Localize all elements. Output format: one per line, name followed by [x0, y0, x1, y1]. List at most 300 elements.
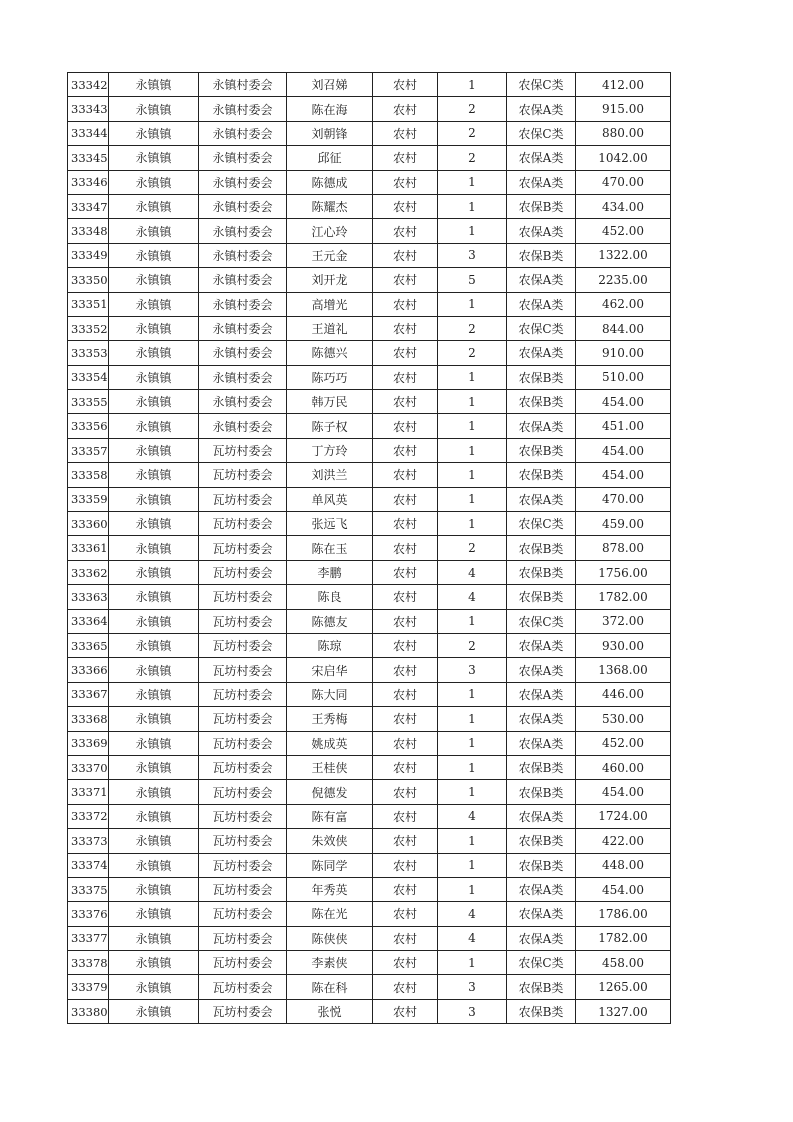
amount-cell: 454.00 — [576, 877, 671, 901]
table-row — [68, 146, 671, 170]
table-row — [68, 219, 671, 243]
amount-cell: 1322.00 — [576, 243, 671, 267]
table-row — [68, 268, 671, 292]
member-count-cell: 1 — [438, 390, 507, 414]
insurance-category-cell: 农保B类 — [507, 463, 576, 487]
household-type-cell: 农村 — [373, 316, 438, 340]
amount-cell: 2235.00 — [576, 268, 671, 292]
insurance-category-cell: 农保A类 — [507, 487, 576, 511]
insurance-category-cell: 农保A类 — [507, 219, 576, 243]
member-count-cell: 1 — [438, 292, 507, 316]
town-cell: 永镇镇 — [109, 877, 199, 901]
village-committee-cell: 永镇村委会 — [199, 292, 287, 316]
town-cell: 永镇镇 — [109, 463, 199, 487]
household-type-cell: 农村 — [373, 560, 438, 584]
person-name-cell: 张悦 — [287, 999, 373, 1023]
insurance-category-cell: 农保A类 — [507, 731, 576, 755]
person-name-cell: 陈侠侠 — [287, 926, 373, 950]
household-type-cell: 农村 — [373, 975, 438, 999]
person-name-cell: 张远飞 — [287, 512, 373, 536]
village-committee-cell: 瓦坊村委会 — [199, 877, 287, 901]
member-count-cell: 1 — [438, 780, 507, 804]
insurance-category-cell: 农保B类 — [507, 780, 576, 804]
town-cell: 永镇镇 — [109, 560, 199, 584]
record-id-cell: 33355 — [68, 390, 109, 414]
record-id-cell: 33372 — [68, 804, 109, 828]
member-count-cell: 1 — [438, 682, 507, 706]
amount-cell: 1782.00 — [576, 585, 671, 609]
insurance-category-cell: 农保A类 — [507, 341, 576, 365]
amount-cell: 1327.00 — [576, 999, 671, 1023]
member-count-cell: 4 — [438, 585, 507, 609]
person-name-cell: 朱效侠 — [287, 829, 373, 853]
member-count-cell: 2 — [438, 316, 507, 340]
household-type-cell: 农村 — [373, 365, 438, 389]
village-committee-cell: 瓦坊村委会 — [199, 829, 287, 853]
record-id-cell: 33356 — [68, 414, 109, 438]
household-type-cell: 农村 — [373, 97, 438, 121]
household-type-cell: 农村 — [373, 731, 438, 755]
insurance-category-cell: 农保A类 — [507, 97, 576, 121]
member-count-cell: 1 — [438, 487, 507, 511]
person-name-cell: 陈耀杰 — [287, 194, 373, 218]
household-type-cell: 农村 — [373, 390, 438, 414]
record-id-cell: 33370 — [68, 755, 109, 779]
household-type-cell: 农村 — [373, 512, 438, 536]
town-cell: 永镇镇 — [109, 829, 199, 853]
town-cell: 永镇镇 — [109, 487, 199, 511]
table-row — [68, 755, 671, 779]
town-cell: 永镇镇 — [109, 365, 199, 389]
member-count-cell: 4 — [438, 926, 507, 950]
amount-cell: 458.00 — [576, 951, 671, 975]
village-committee-cell: 永镇村委会 — [199, 341, 287, 365]
person-name-cell: 陈良 — [287, 585, 373, 609]
village-committee-cell: 瓦坊村委会 — [199, 975, 287, 999]
member-count-cell: 4 — [438, 804, 507, 828]
amount-cell: 530.00 — [576, 707, 671, 731]
record-id-cell: 33346 — [68, 170, 109, 194]
village-committee-cell: 瓦坊村委会 — [199, 487, 287, 511]
member-count-cell: 2 — [438, 97, 507, 121]
town-cell: 永镇镇 — [109, 853, 199, 877]
household-type-cell: 农村 — [373, 926, 438, 950]
village-committee-cell: 瓦坊村委会 — [199, 780, 287, 804]
amount-cell: 1786.00 — [576, 902, 671, 926]
table-row — [68, 829, 671, 853]
person-name-cell: 刘开龙 — [287, 268, 373, 292]
town-cell: 永镇镇 — [109, 682, 199, 706]
person-name-cell: 宋启华 — [287, 658, 373, 682]
member-count-cell: 4 — [438, 902, 507, 926]
village-committee-cell: 瓦坊村委会 — [199, 536, 287, 560]
village-committee-cell: 永镇村委会 — [199, 268, 287, 292]
village-committee-cell: 永镇村委会 — [199, 365, 287, 389]
person-name-cell: 李鹏 — [287, 560, 373, 584]
insurance-category-cell: 农保B类 — [507, 999, 576, 1023]
member-count-cell: 1 — [438, 365, 507, 389]
table-row — [68, 560, 671, 584]
amount-cell: 1265.00 — [576, 975, 671, 999]
household-type-cell: 农村 — [373, 877, 438, 901]
amount-cell: 510.00 — [576, 365, 671, 389]
household-type-cell: 农村 — [373, 438, 438, 462]
household-type-cell: 农村 — [373, 804, 438, 828]
member-count-cell: 2 — [438, 341, 507, 365]
town-cell: 永镇镇 — [109, 194, 199, 218]
person-name-cell: 陈德成 — [287, 170, 373, 194]
record-id-cell: 33354 — [68, 365, 109, 389]
person-name-cell: 单风英 — [287, 487, 373, 511]
record-id-cell: 33367 — [68, 682, 109, 706]
household-type-cell: 农村 — [373, 463, 438, 487]
village-committee-cell: 瓦坊村委会 — [199, 999, 287, 1023]
amount-cell: 1042.00 — [576, 146, 671, 170]
village-committee-cell: 瓦坊村委会 — [199, 438, 287, 462]
town-cell: 永镇镇 — [109, 341, 199, 365]
member-count-cell: 3 — [438, 999, 507, 1023]
member-count-cell: 5 — [438, 268, 507, 292]
insurance-category-cell: 农保B类 — [507, 853, 576, 877]
record-id-cell: 33352 — [68, 316, 109, 340]
village-committee-cell: 永镇村委会 — [199, 316, 287, 340]
village-committee-cell: 永镇村委会 — [199, 73, 287, 97]
town-cell: 永镇镇 — [109, 902, 199, 926]
insurance-category-cell: 农保A类 — [507, 682, 576, 706]
village-committee-cell: 瓦坊村委会 — [199, 682, 287, 706]
household-type-cell: 农村 — [373, 951, 438, 975]
town-cell: 永镇镇 — [109, 780, 199, 804]
member-count-cell: 1 — [438, 73, 507, 97]
table-row — [68, 658, 671, 682]
person-name-cell: 王桂侠 — [287, 755, 373, 779]
town-cell: 永镇镇 — [109, 219, 199, 243]
record-id-cell: 33351 — [68, 292, 109, 316]
record-id-cell: 33342 — [68, 73, 109, 97]
town-cell: 永镇镇 — [109, 121, 199, 145]
town-cell: 永镇镇 — [109, 951, 199, 975]
member-count-cell: 4 — [438, 560, 507, 584]
person-name-cell: 陈德兴 — [287, 341, 373, 365]
household-type-cell: 农村 — [373, 414, 438, 438]
insurance-category-cell: 农保A类 — [507, 902, 576, 926]
amount-cell: 910.00 — [576, 341, 671, 365]
village-committee-cell: 永镇村委会 — [199, 219, 287, 243]
insurance-category-cell: 农保B类 — [507, 536, 576, 560]
insurance-category-cell: 农保A类 — [507, 414, 576, 438]
person-name-cell: 陈德友 — [287, 609, 373, 633]
person-name-cell: 王秀梅 — [287, 707, 373, 731]
village-committee-cell: 瓦坊村委会 — [199, 755, 287, 779]
member-count-cell: 2 — [438, 121, 507, 145]
amount-cell: 459.00 — [576, 512, 671, 536]
household-type-cell: 农村 — [373, 292, 438, 316]
village-committee-cell: 瓦坊村委会 — [199, 902, 287, 926]
member-count-cell: 3 — [438, 975, 507, 999]
member-count-cell: 1 — [438, 438, 507, 462]
amount-cell: 470.00 — [576, 170, 671, 194]
town-cell: 永镇镇 — [109, 438, 199, 462]
person-name-cell: 刘朝锋 — [287, 121, 373, 145]
amount-cell: 880.00 — [576, 121, 671, 145]
insurance-category-cell: 农保B类 — [507, 390, 576, 414]
member-count-cell: 1 — [438, 512, 507, 536]
person-name-cell: 陈在海 — [287, 97, 373, 121]
person-name-cell: 陈在科 — [287, 975, 373, 999]
town-cell: 永镇镇 — [109, 585, 199, 609]
insurance-category-cell: 农保B类 — [507, 438, 576, 462]
household-type-cell: 农村 — [373, 853, 438, 877]
table-row — [68, 390, 671, 414]
record-id-cell: 33353 — [68, 341, 109, 365]
insurance-category-cell: 农保C类 — [507, 951, 576, 975]
town-cell: 永镇镇 — [109, 633, 199, 657]
amount-cell: 470.00 — [576, 487, 671, 511]
person-name-cell: 韩万民 — [287, 390, 373, 414]
town-cell: 永镇镇 — [109, 73, 199, 97]
person-name-cell: 高增光 — [287, 292, 373, 316]
member-count-cell: 3 — [438, 243, 507, 267]
record-id-cell: 33379 — [68, 975, 109, 999]
amount-cell: 452.00 — [576, 219, 671, 243]
village-committee-cell: 永镇村委会 — [199, 414, 287, 438]
record-id-cell: 33344 — [68, 121, 109, 145]
amount-cell: 446.00 — [576, 682, 671, 706]
village-committee-cell: 瓦坊村委会 — [199, 658, 287, 682]
amount-cell: 454.00 — [576, 438, 671, 462]
town-cell: 永镇镇 — [109, 414, 199, 438]
town-cell: 永镇镇 — [109, 390, 199, 414]
member-count-cell: 1 — [438, 731, 507, 755]
village-committee-cell: 永镇村委会 — [199, 194, 287, 218]
record-id-cell: 33371 — [68, 780, 109, 804]
member-count-cell: 1 — [438, 194, 507, 218]
record-id-cell: 33347 — [68, 194, 109, 218]
record-id-cell: 33364 — [68, 609, 109, 633]
insurance-category-cell: 农保A类 — [507, 146, 576, 170]
person-name-cell: 刘召娣 — [287, 73, 373, 97]
amount-cell: 454.00 — [576, 463, 671, 487]
record-id-cell: 33343 — [68, 97, 109, 121]
insurance-category-cell: 农保B类 — [507, 975, 576, 999]
village-committee-cell: 瓦坊村委会 — [199, 951, 287, 975]
table-row — [68, 487, 671, 511]
member-count-cell: 2 — [438, 633, 507, 657]
person-name-cell: 王元金 — [287, 243, 373, 267]
person-name-cell: 陈在光 — [287, 902, 373, 926]
record-id-cell: 33375 — [68, 877, 109, 901]
record-id-cell: 33368 — [68, 707, 109, 731]
household-type-cell: 农村 — [373, 658, 438, 682]
household-type-cell: 农村 — [373, 487, 438, 511]
village-committee-cell: 瓦坊村委会 — [199, 926, 287, 950]
village-committee-cell: 永镇村委会 — [199, 97, 287, 121]
person-name-cell: 倪德发 — [287, 780, 373, 804]
amount-cell: 454.00 — [576, 780, 671, 804]
amount-cell: 1756.00 — [576, 560, 671, 584]
town-cell: 永镇镇 — [109, 658, 199, 682]
table-row — [68, 999, 671, 1023]
household-type-cell: 农村 — [373, 219, 438, 243]
amount-cell: 412.00 — [576, 73, 671, 97]
table-row — [68, 780, 671, 804]
insurance-category-cell: 农保B类 — [507, 585, 576, 609]
insurance-category-cell: 农保C类 — [507, 316, 576, 340]
table-row — [68, 73, 671, 97]
household-type-cell: 农村 — [373, 268, 438, 292]
table-row — [68, 633, 671, 657]
town-cell: 永镇镇 — [109, 146, 199, 170]
table-row — [68, 536, 671, 560]
member-count-cell: 1 — [438, 951, 507, 975]
table-row — [68, 512, 671, 536]
table-body — [68, 73, 671, 1024]
person-name-cell: 陈子权 — [287, 414, 373, 438]
village-committee-cell: 永镇村委会 — [199, 390, 287, 414]
record-id-cell: 33345 — [68, 146, 109, 170]
table-row — [68, 877, 671, 901]
person-name-cell: 年秀英 — [287, 877, 373, 901]
insurance-category-cell: 农保A类 — [507, 877, 576, 901]
record-id-cell: 33366 — [68, 658, 109, 682]
table-row — [68, 951, 671, 975]
person-name-cell: 李素侠 — [287, 951, 373, 975]
record-id-cell: 33376 — [68, 902, 109, 926]
town-cell: 永镇镇 — [109, 316, 199, 340]
village-committee-cell: 瓦坊村委会 — [199, 512, 287, 536]
person-name-cell: 陈巧巧 — [287, 365, 373, 389]
insurance-category-cell: 农保C类 — [507, 512, 576, 536]
amount-cell: 844.00 — [576, 316, 671, 340]
household-type-cell: 农村 — [373, 146, 438, 170]
table-row — [68, 170, 671, 194]
amount-cell: 1724.00 — [576, 804, 671, 828]
member-count-cell: 1 — [438, 829, 507, 853]
household-type-cell: 农村 — [373, 243, 438, 267]
member-count-cell: 1 — [438, 755, 507, 779]
record-id-cell: 33377 — [68, 926, 109, 950]
table-row — [68, 682, 671, 706]
village-committee-cell: 瓦坊村委会 — [199, 463, 287, 487]
record-id-cell: 33358 — [68, 463, 109, 487]
household-type-cell: 农村 — [373, 902, 438, 926]
town-cell: 永镇镇 — [109, 975, 199, 999]
person-name-cell: 姚成英 — [287, 731, 373, 755]
table-row — [68, 438, 671, 462]
village-committee-cell: 永镇村委会 — [199, 146, 287, 170]
village-committee-cell: 瓦坊村委会 — [199, 560, 287, 584]
record-id-cell: 33363 — [68, 585, 109, 609]
member-count-cell: 1 — [438, 463, 507, 487]
insurance-category-cell: 农保C类 — [507, 73, 576, 97]
insurance-category-cell: 农保A类 — [507, 633, 576, 657]
member-count-cell: 1 — [438, 414, 507, 438]
household-type-cell: 农村 — [373, 121, 438, 145]
village-committee-cell: 永镇村委会 — [199, 170, 287, 194]
household-type-cell: 农村 — [373, 585, 438, 609]
insurance-category-cell: 农保B类 — [507, 243, 576, 267]
table-row — [68, 804, 671, 828]
table-row — [68, 902, 671, 926]
table-row — [68, 707, 671, 731]
town-cell: 永镇镇 — [109, 804, 199, 828]
insurance-category-cell: 农保A类 — [507, 292, 576, 316]
household-type-cell: 农村 — [373, 999, 438, 1023]
record-id-cell: 33360 — [68, 512, 109, 536]
household-type-cell: 农村 — [373, 829, 438, 853]
record-id-cell: 33374 — [68, 853, 109, 877]
record-id-cell: 33373 — [68, 829, 109, 853]
household-type-cell: 农村 — [373, 755, 438, 779]
insurance-category-cell: 农保B类 — [507, 194, 576, 218]
amount-cell: 915.00 — [576, 97, 671, 121]
village-committee-cell: 瓦坊村委会 — [199, 731, 287, 755]
household-type-cell: 农村 — [373, 609, 438, 633]
record-id-cell: 33348 — [68, 219, 109, 243]
records-table — [67, 72, 671, 1024]
table-row — [68, 365, 671, 389]
person-name-cell: 王道礼 — [287, 316, 373, 340]
record-id-cell: 33362 — [68, 560, 109, 584]
town-cell: 永镇镇 — [109, 999, 199, 1023]
household-type-cell: 农村 — [373, 707, 438, 731]
village-committee-cell: 瓦坊村委会 — [199, 585, 287, 609]
town-cell: 永镇镇 — [109, 731, 199, 755]
record-id-cell: 33357 — [68, 438, 109, 462]
table-row — [68, 292, 671, 316]
insurance-category-cell: 农保A类 — [507, 658, 576, 682]
amount-cell: 878.00 — [576, 536, 671, 560]
table-row — [68, 194, 671, 218]
town-cell: 永镇镇 — [109, 609, 199, 633]
person-name-cell: 陈有富 — [287, 804, 373, 828]
person-name-cell: 刘洪兰 — [287, 463, 373, 487]
household-type-cell: 农村 — [373, 194, 438, 218]
household-type-cell: 农村 — [373, 633, 438, 657]
person-name-cell: 陈在玉 — [287, 536, 373, 560]
amount-cell: 460.00 — [576, 755, 671, 779]
household-type-cell: 农村 — [373, 341, 438, 365]
amount-cell: 372.00 — [576, 609, 671, 633]
town-cell: 永镇镇 — [109, 512, 199, 536]
record-id-cell: 33359 — [68, 487, 109, 511]
person-name-cell: 陈同学 — [287, 853, 373, 877]
member-count-cell: 1 — [438, 609, 507, 633]
insurance-category-cell: 农保A类 — [507, 926, 576, 950]
table-row — [68, 243, 671, 267]
amount-cell: 448.00 — [576, 853, 671, 877]
amount-cell: 1782.00 — [576, 926, 671, 950]
person-name-cell: 丁方玲 — [287, 438, 373, 462]
amount-cell: 422.00 — [576, 829, 671, 853]
member-count-cell: 3 — [438, 658, 507, 682]
table-row — [68, 341, 671, 365]
village-committee-cell: 永镇村委会 — [199, 121, 287, 145]
town-cell: 永镇镇 — [109, 707, 199, 731]
household-type-cell: 农村 — [373, 682, 438, 706]
town-cell: 永镇镇 — [109, 755, 199, 779]
town-cell: 永镇镇 — [109, 170, 199, 194]
town-cell: 永镇镇 — [109, 268, 199, 292]
table-row — [68, 731, 671, 755]
village-committee-cell: 瓦坊村委会 — [199, 633, 287, 657]
household-type-cell: 农村 — [373, 73, 438, 97]
member-count-cell: 1 — [438, 170, 507, 194]
person-name-cell: 陈大同 — [287, 682, 373, 706]
record-id-cell: 33365 — [68, 633, 109, 657]
insurance-category-cell: 农保B类 — [507, 365, 576, 389]
member-count-cell: 2 — [438, 146, 507, 170]
